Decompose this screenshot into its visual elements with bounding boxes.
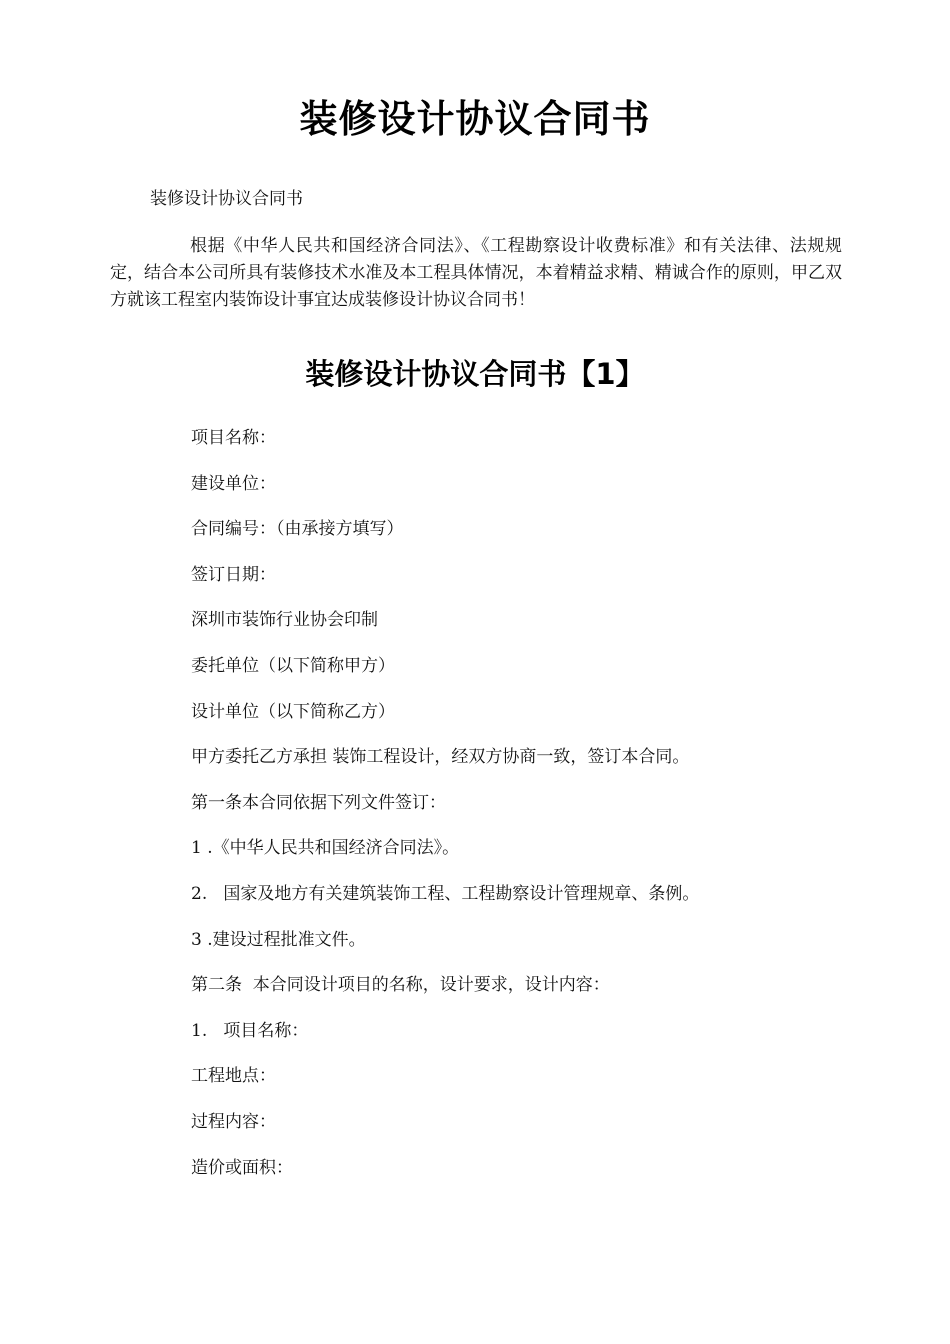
line-cost-or-area: 造价或面积： xyxy=(191,1157,293,1178)
line-commission-statement: 甲方委托乙方承担 装饰工程设计，经双方协商一致，签订本合同。 xyxy=(191,747,690,768)
line-article-1-item-1: 1 .《中华人民共和国经济合同法》。 xyxy=(191,838,460,859)
line-article-1: 第一条本合同依据下列文件签订： xyxy=(191,792,446,813)
line-party-a: 委托单位（以下简称甲方） xyxy=(191,655,395,676)
line-process-content: 过程内容： xyxy=(191,1111,276,1132)
line-project-name: 项目名称： xyxy=(191,428,276,448)
line-signing-date: 签订日期： xyxy=(191,564,276,585)
line-article-1-item-3: 3 .建设过程批准文件。 xyxy=(191,929,366,950)
intro-paragraph: 根据《中华人民共和国经济合同法》、《工程勘察设计收费标准》和有关法律、法规规定，结合本公司所具有装修技术水准及本工程具体情况，本着精益求精、精诚合作的原则，甲乙双方就该工程室内装饰设计事宜达成装修设计协议合同书！ xyxy=(110,236,842,310)
contract-lines xyxy=(191,424,891,1199)
document-title: 装修设计协议合同书 xyxy=(299,97,651,141)
section-title: 装修设计协议合同书【1】 xyxy=(305,357,645,391)
line-article-2: 第二条 本合同设计项目的名称，设计要求，设计内容： xyxy=(191,975,610,996)
line-printed-by: 深圳市装饰行业协会印制 xyxy=(191,610,378,631)
line-contract-number: 合同编号：（由承接方填写） xyxy=(191,519,404,540)
line-article-2-item-1: 1. 项目名称： xyxy=(191,1020,309,1041)
line-article-1-item-2: 2. 国家及地方有关建筑装饰工程、工程勘察设计管理规章、条例。 xyxy=(191,883,700,904)
document-subheading: 装修设计协议合同书 xyxy=(150,189,303,209)
line-project-location: 工程地点： xyxy=(191,1066,276,1087)
line-construction-unit: 建设单位： xyxy=(191,473,276,494)
line-party-b: 设计单位（以下简称乙方） xyxy=(191,701,395,722)
